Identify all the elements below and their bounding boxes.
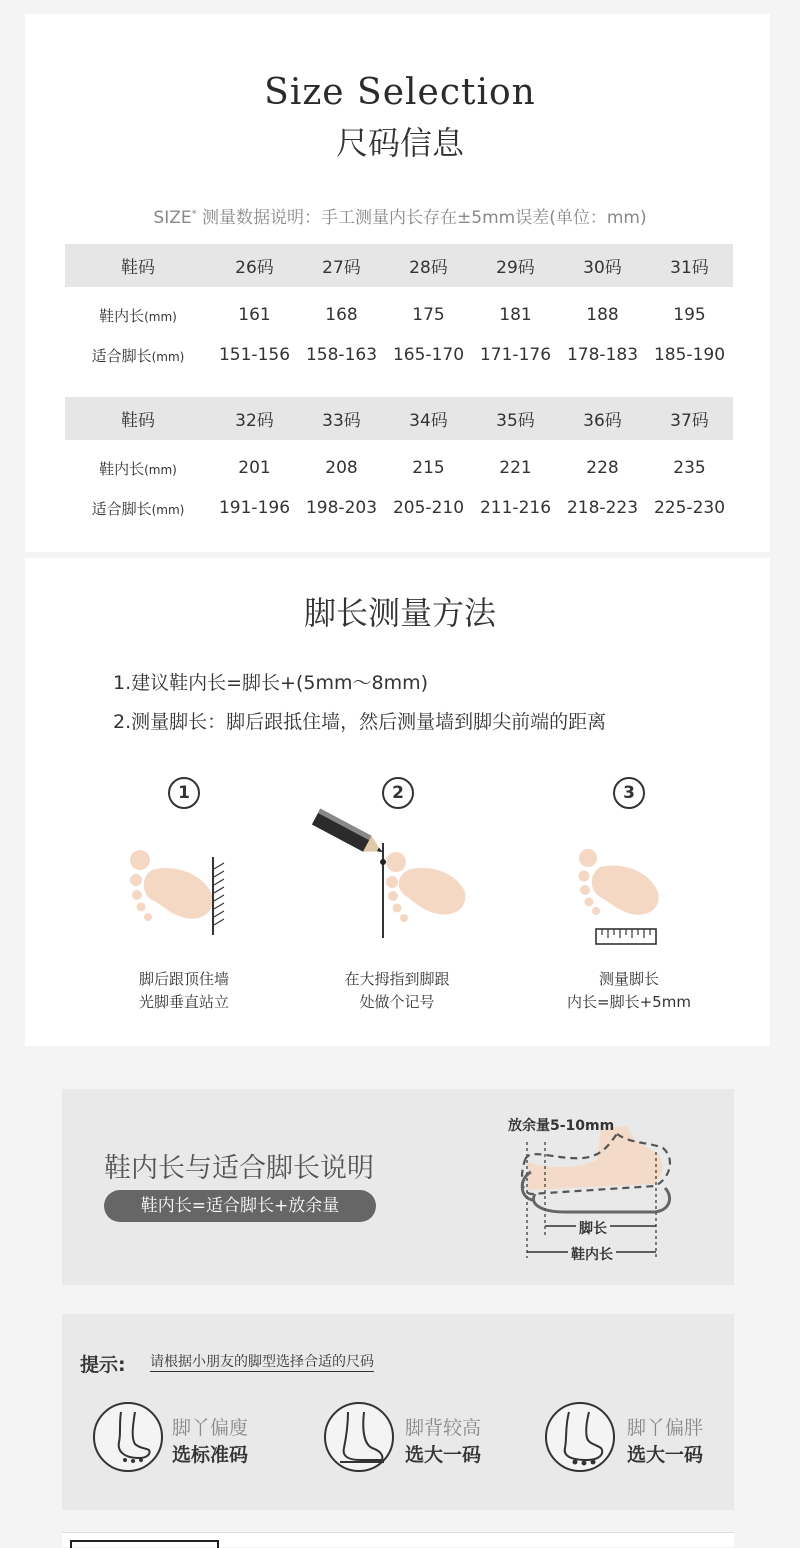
size-header-label: 鞋码 [65, 397, 211, 440]
inner-cell: 228 [586, 458, 619, 478]
fit-cell: 211-216 [479, 498, 552, 518]
fit-cell: 158-163 [305, 345, 378, 365]
size-cell: 35码 [472, 397, 559, 440]
wide-foot-icon [545, 1402, 615, 1472]
size-cell: 34码 [385, 397, 472, 440]
inner-cell: 208 [325, 458, 358, 478]
size-table-2 [65, 397, 733, 528]
inner-length-row [65, 448, 733, 488]
size-header-label: 鞋码 [65, 244, 211, 287]
next-section-box [70, 1540, 219, 1548]
step-1-caption: 脚后跟顶住墙 光脚垂直站立 [138, 970, 229, 1011]
high-instep-icon [324, 1402, 394, 1472]
inner-cell: 195 [673, 305, 706, 325]
tip-3-condition: 脚丫偏胖 [627, 1417, 704, 1439]
tip-1-condition: 脚丫偏廋 [172, 1417, 249, 1439]
size-row [65, 397, 733, 440]
inner-cell: 221 [499, 458, 532, 478]
inner-cell: 181 [499, 305, 532, 325]
tip-2-condition: 脚背较高 [405, 1417, 482, 1439]
measure-note: SIZE* 测量数据说明：手工测量内长存在±5mm误差(单位：mm) [153, 208, 647, 228]
fit-length-label: 适合脚长(mm) [91, 499, 185, 518]
size-cell: 36码 [559, 397, 646, 440]
inner-cell: 201 [238, 458, 271, 478]
fit-cell: 185-190 [653, 345, 726, 365]
foot-against-wall-icon [120, 845, 240, 935]
ruler-measure-icon [572, 845, 672, 947]
inner-cell: 161 [238, 305, 271, 325]
measure-line-1: 1.建议鞋内长=脚长+(5mm～8mm) [113, 672, 429, 694]
inner-length-row [65, 295, 733, 335]
inner-length-label: 鞋内长(mm) [99, 459, 177, 478]
size-row [65, 244, 733, 287]
size-cell: 30码 [559, 244, 646, 287]
size-table-1 [65, 244, 733, 375]
size-cell: 31码 [646, 244, 733, 287]
step-1-number: 1 [168, 777, 200, 809]
tip-2-advice: 选大一码 [405, 1444, 482, 1466]
inner-cell: 175 [412, 305, 445, 325]
measure-line-2: 2.测量脚长：脚后跟抵住墙，然后测量墙到脚尖前端的距离 [113, 711, 607, 733]
step-3-number: 3 [613, 777, 645, 809]
inner-length-diagram-label: 鞋内长 [568, 1244, 616, 1264]
measure-title: 脚长测量方法 [303, 594, 496, 632]
size-cell: 26码 [211, 244, 298, 287]
tip-heading: 提示: [80, 1354, 126, 1376]
step-3-caption: 测量脚长 内长=脚长+5mm [567, 970, 691, 1011]
inner-cell: 188 [586, 305, 619, 325]
tips-panel [62, 1314, 734, 1510]
tip-1-advice: 选标准码 [172, 1444, 249, 1466]
title-en: Size Selection [264, 72, 536, 113]
inner-length-label: 鞋内长(mm) [99, 306, 177, 325]
fit-cell: 191-196 [218, 498, 291, 518]
explain-title: 鞋内长与适合脚长说明 [104, 1153, 374, 1184]
fit-length-label: 适合脚长(mm) [91, 346, 185, 365]
size-cell: 28码 [385, 244, 472, 287]
fit-cell: 225-230 [653, 498, 726, 518]
thin-foot-icon [93, 1402, 163, 1472]
fit-cell: 165-170 [392, 345, 465, 365]
size-cell: 37码 [646, 397, 733, 440]
formula-pill: 鞋内长=适合脚长+放余量 [104, 1190, 376, 1222]
fit-length-row [65, 335, 733, 375]
size-cell: 27码 [298, 244, 385, 287]
fit-cell: 151-156 [218, 345, 291, 365]
pencil-mark-icon [310, 818, 480, 940]
inner-cell: 235 [673, 458, 706, 478]
step-2-number: 2 [382, 777, 414, 809]
size-cell: 32码 [211, 397, 298, 440]
fit-cell: 198-203 [305, 498, 378, 518]
foot-length-label: 脚长 [576, 1218, 610, 1238]
step-2-caption: 在大拇指到脚跟 处做个记号 [344, 970, 450, 1011]
size-cell: 29码 [472, 244, 559, 287]
tip-text: 请根据小朋友的脚型选择合适的尺码 [150, 1354, 374, 1370]
fit-cell: 218-223 [566, 498, 639, 518]
fit-cell: 171-176 [479, 345, 552, 365]
inner-cell: 215 [412, 458, 445, 478]
fit-cell: 178-183 [566, 345, 639, 365]
fit-length-row [65, 488, 733, 528]
fit-cell: 205-210 [392, 498, 465, 518]
inner-cell: 168 [325, 305, 358, 325]
size-cell: 33码 [298, 397, 385, 440]
title-cn: 尺码信息 [335, 124, 464, 162]
tip-3-advice: 选大一码 [627, 1444, 704, 1466]
allowance-label: 放余量5-10mm [508, 1118, 615, 1134]
